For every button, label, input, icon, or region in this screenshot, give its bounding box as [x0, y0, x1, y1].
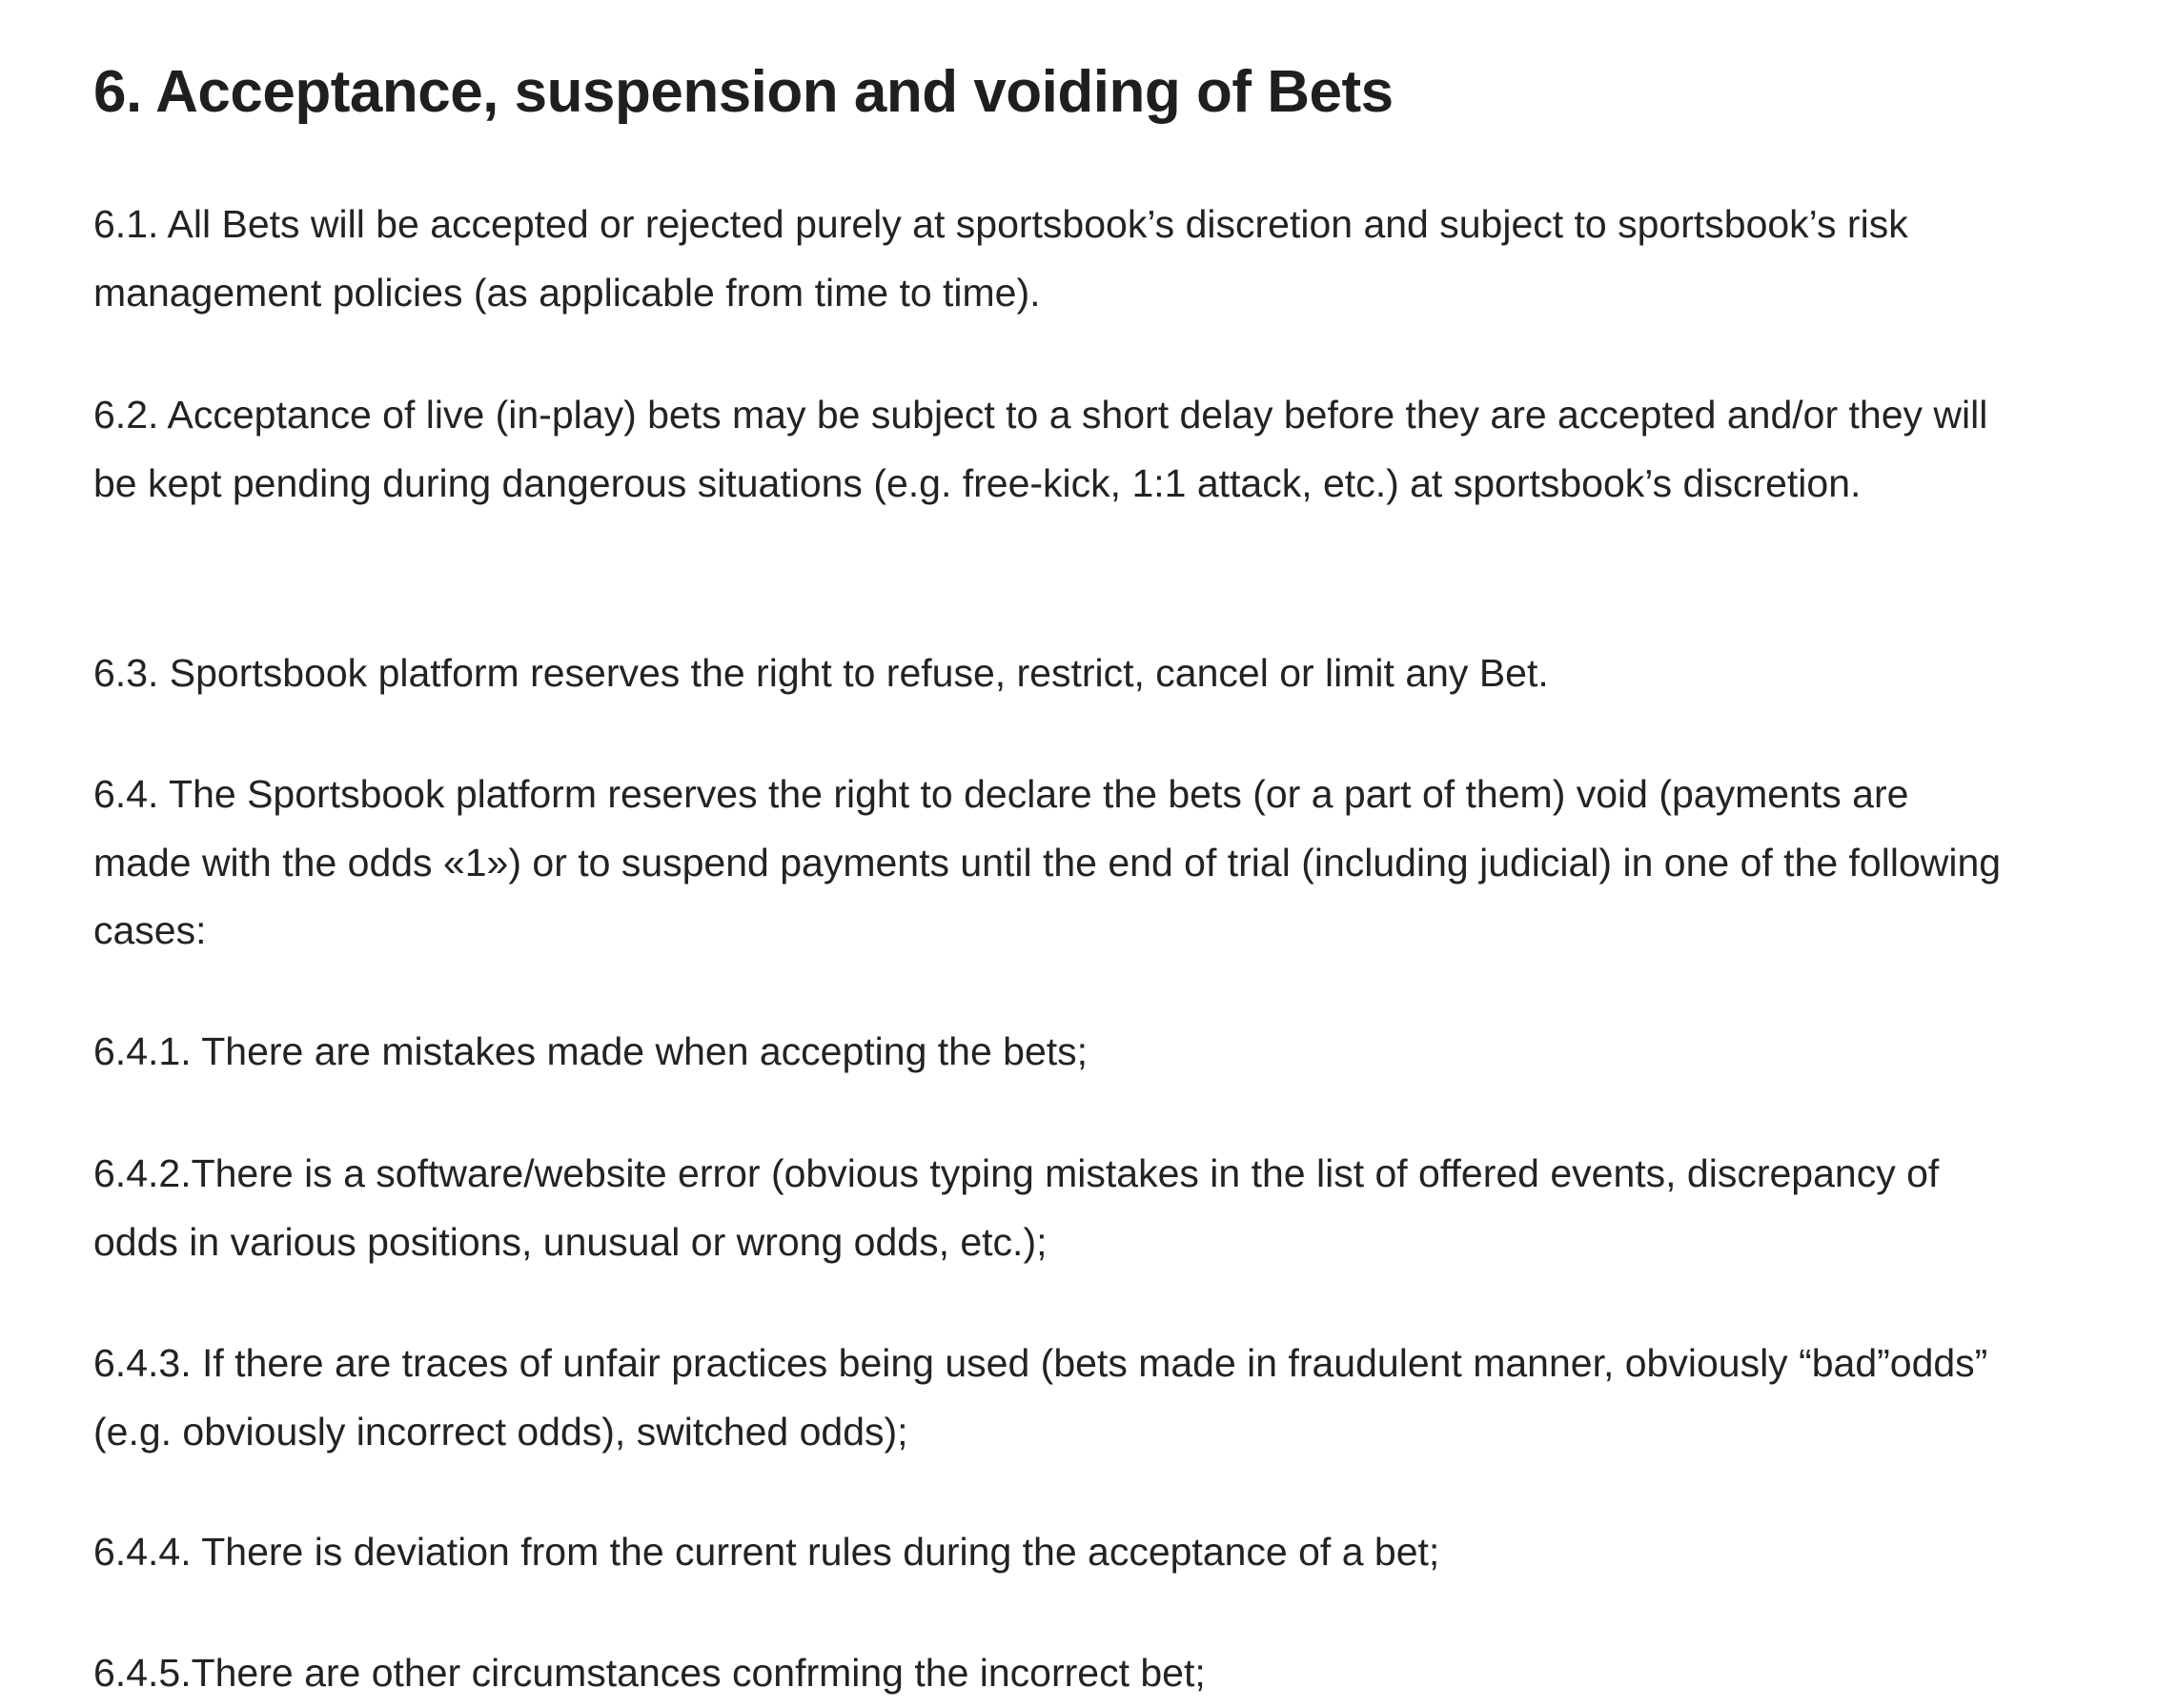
section-title: 6. Acceptance, suspension and voiding of Bets [93, 59, 1394, 125]
clause-6-1: 6.1. All Bets will be accepted or rejected purely at sportsbook’s discretion and subject to sportsbook’s risk management policies (as applicable from time to time). [93, 202, 1908, 315]
clause-6-2: 6.2. Acceptance of live (in-play) bets may be subject to a short delay before they are accepted and/or they will be kept pending during dangerous situations (e.g. free-kick, 1:1 attack, etc.) at sportsbook’s discretion. [93, 393, 1988, 505]
clause-6-3: 6.3. Sportsbook platform reserves the right to refuse, restrict, cancel or limit any Bet. [93, 651, 1549, 695]
clause-6-4-1: 6.4.1. There are mistakes made when accepting the bets; [93, 1029, 1089, 1073]
clause-6-4-5: 6.4.5.There are other circumstances confrming the incorrect bet; [93, 1651, 1206, 1695]
clause-6-4-4: 6.4.4. There is deviation from the current rules during the acceptance of a bet; [93, 1530, 1440, 1574]
clause-6-4-2: 6.4.2.There is a software/website error (obvious typing mistakes in the list of offered events, discrepancy of odds in various positions, unusual or wrong odds, etc.); [93, 1151, 1940, 1264]
clause-6-4-3: 6.4.3. If there are traces of unfair practices being used (bets made in fraudulent manner, obviously “bad”odds” (e.g. obviously incorrect odds), switched odds); [93, 1341, 1988, 1454]
clause-6-4: 6.4. The Sportsbook platform reserves the right to declare the bets (or a part of them) void (payments are made with the odds «1») or to suspend payments until the end of trial (including judicial) in one of the following cases: [93, 772, 2002, 952]
